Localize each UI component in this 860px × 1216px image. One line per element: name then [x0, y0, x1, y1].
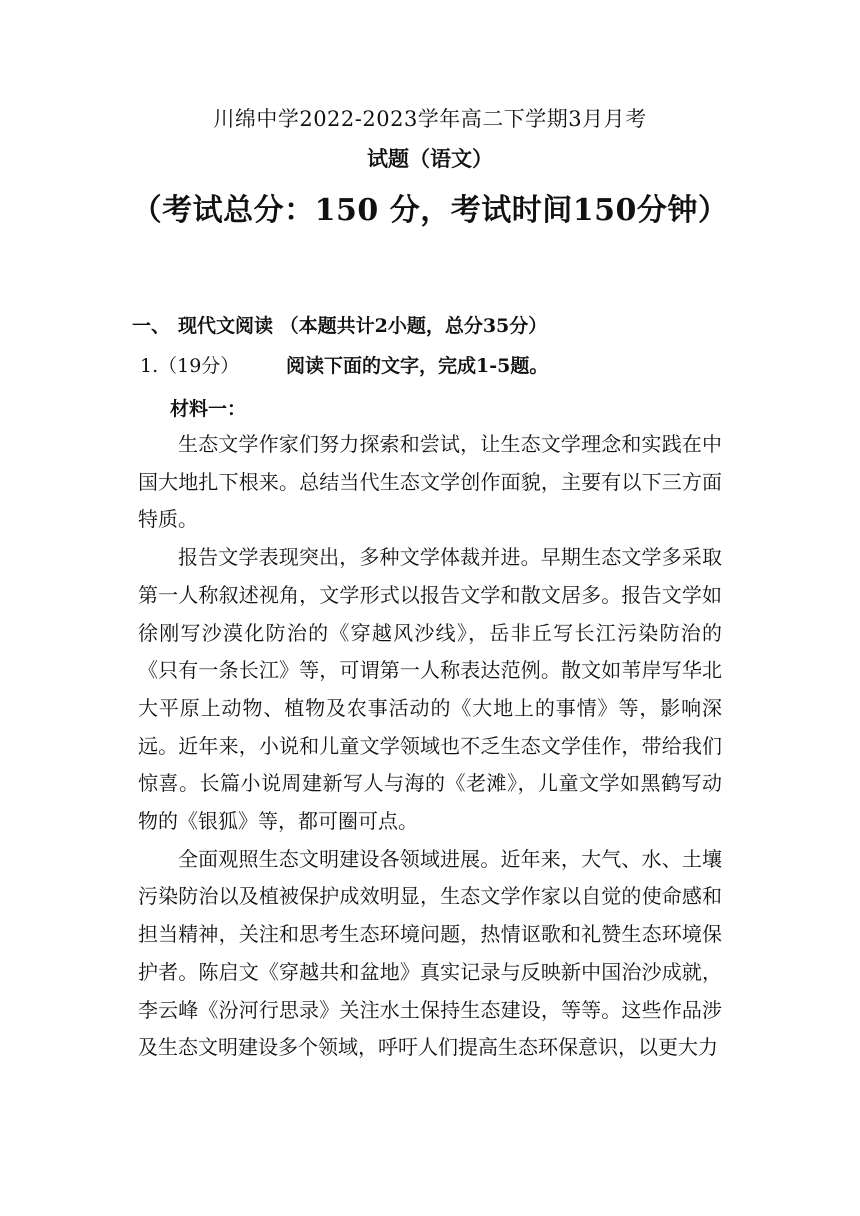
question-score: 1.（19分） [140, 355, 240, 377]
section-heading [132, 310, 547, 342]
paragraph-2: 报告文学表现突出，多种文学体裁并进。早期生态文学多采取第一人称叙述视角，文学形式以报告文学和散文居多。报告文学如徐刚写沙漠化防治的《穿越风沙线》，岳非丘写长江污染防治的《只有一条长江》等，可谓第一人称表达范例。散文如苇岸写华北大平原上动物、植物及农事活动的《大地上的事情》等，影响深远。近年来，小说和儿童文学领域也不乏生态文学佳作，带给我们惊喜。长篇小说周建新写人与海的《老滩》，儿童文学如黑鹤写动物的《银狐》等，都可圈可点。 [138, 545, 722, 834]
question-prompt: 阅读下面的文字，完成1-5题。 [286, 355, 549, 377]
section-title: 现代文阅读 （本题共计2小题，总分35分） [178, 315, 548, 337]
section-number: 一、 [132, 315, 171, 337]
exam-info: （考试总分：150 分，考试时间150分钟） [131, 193, 729, 228]
document-subtitle: 试题（语文） [367, 146, 493, 171]
paragraph-1: 生态文学作家们努力探索和尝试，让生态文学理念和实践在中国大地扎下根来。总结当代生态文学创作面貌，主要有以下三方面特质。 [138, 432, 722, 532]
material-body [138, 426, 722, 1067]
question-line [140, 350, 548, 382]
material-label: 材料一： [170, 398, 247, 420]
paragraph-3: 全面观照生态文明建设各领域进展。近年来，大气、水、土壤污染防治以及植被保护成效明显，生态文学作家以自觉的使命感和担当精神，关注和思考生态环境问题，热情讴歌和礼赞生态环境保护者。陈启文《穿越共和盆地》真实记录与反映新中国治沙成就，李云峰《汾河行思录》关注水土保持生态建设，等等。这些作品涉及生态文明建设多个领域，呼吁人们提高生态环保意识，以更大力 [138, 846, 722, 1060]
document-title: 川绵中学2022-2023学年高二下学期3月月考 [213, 107, 647, 131]
